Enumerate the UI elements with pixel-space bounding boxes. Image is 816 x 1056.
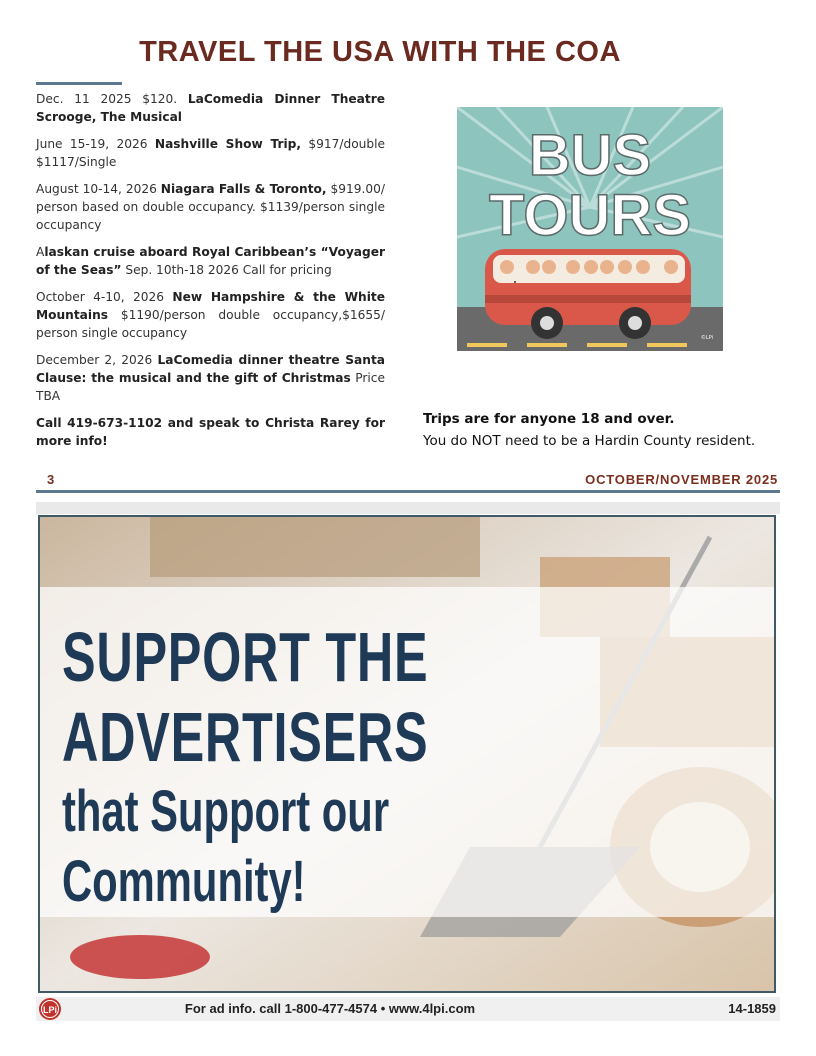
trip-item: Dec. 11 2025 $120. LaComedia Dinner Theatre Scrooge, The Musical <box>36 92 385 124</box>
bus-tours-image <box>457 107 723 351</box>
ad-contact-info: For ad info. call 1-800-477-4574 • www.4lpi.com <box>184 1001 476 1016</box>
svg-text:LPi: LPi <box>42 1005 58 1015</box>
bus-image-credit: ©LPi <box>700 335 713 341</box>
footer-divider <box>36 490 780 493</box>
ad-line-4: Community! <box>62 849 306 914</box>
note-line-1: Trips are for anyone 18 and over. <box>423 411 675 427</box>
ad-top-strip <box>36 502 780 514</box>
ad-line-2: ADVERTISERS <box>62 698 429 776</box>
trip-item: August 10-14, 2026 Niagara Falls & Toronto, $919.00/ person based on double occupancy. $1139/person single occupancy <box>36 182 385 232</box>
call-info: Call 419-673-1102 and speak to Christa Rarey for more info! <box>36 416 385 448</box>
bus-image-title-line1: BUS <box>528 123 652 188</box>
trip-item: October 4-10, 2026 New Hampshire & the White Mountains $1190/person double occupancy,$1655/ person single occupancy <box>36 290 385 340</box>
eligibility-note <box>423 408 755 452</box>
page-number: 3 <box>47 472 55 487</box>
support-advertisers-ad <box>38 515 776 993</box>
bus-image-title-line2: TOURS <box>489 183 691 248</box>
trip-item: December 2, 2026 LaComedia dinner theatre Santa Clause: the musical and the gift of Christmas Price TBA <box>36 353 386 403</box>
issue-date: OCTOBER/NOVEMBER 2025 <box>585 472 778 487</box>
note-line-2: You do NOT need to be a Hardin County resident. <box>423 433 756 449</box>
ad-headline <box>62 617 428 917</box>
page-title: TRAVEL THE USA WITH THE COA <box>139 36 621 68</box>
ad-line-1: SUPPORT THE <box>62 618 429 696</box>
trip-item: Alaskan cruise aboard Royal Caribbean’s “Voyager of the Seas” Sep. 10th-18 2026 Call for pricing <box>36 245 385 277</box>
trip-list <box>36 90 385 459</box>
title-divider <box>36 82 122 85</box>
ad-line-3: that Support our <box>62 779 390 844</box>
trip-item: June 15-19, 2026 Nashville Show Trip, $917/double $1117/Single <box>36 137 386 169</box>
ad-code: 14-1859 <box>728 1001 776 1016</box>
